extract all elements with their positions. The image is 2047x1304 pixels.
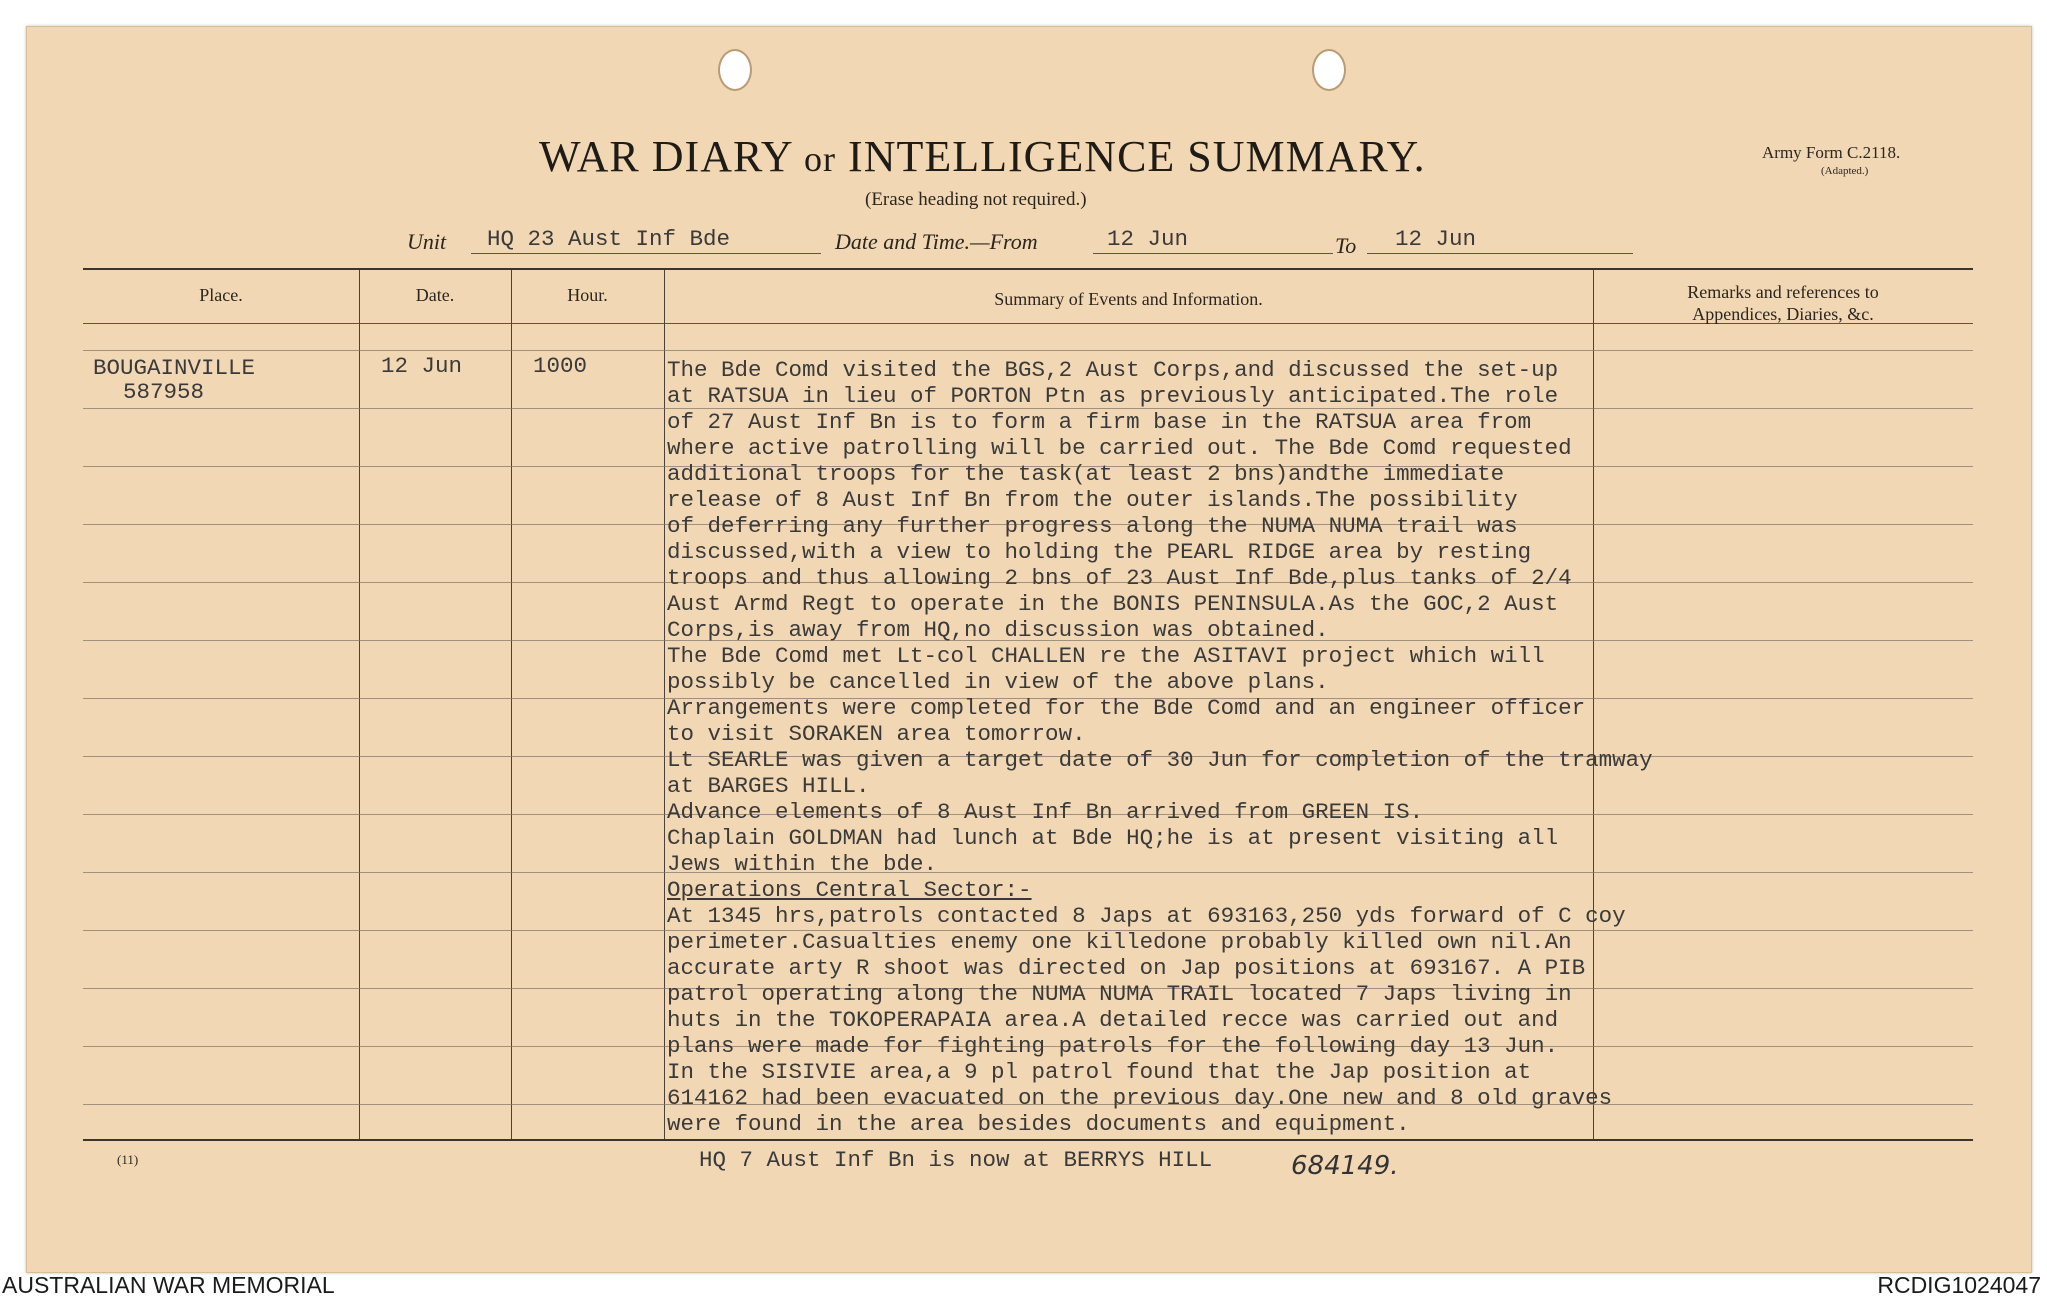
summary-line: where active patrolling will be carried out. The Bde Comd requested <box>667 435 1572 461</box>
summary-line: possibly be cancelled in view of the above plans. <box>667 669 1329 695</box>
summary-line: Aust Armd Regt to operate in the BONIS PENINSULA.As the GOC,2 Aust <box>667 591 1559 617</box>
entry-hour: 1000 <box>533 353 588 379</box>
summary-line: Arrangements were completed for the Bde Comd and an engineer officer <box>667 695 1586 721</box>
form-adapted: (Adapted.) <box>1821 165 1869 177</box>
ruled-line <box>83 350 1973 351</box>
date-to-label: To <box>1335 233 1357 258</box>
summary-line: of deferring any further progress along the NUMA NUMA trail was <box>667 513 1518 539</box>
col-header-date: Date. <box>415 285 455 305</box>
summary-line: The Bde Comd met Lt-col CHALLEN re the ASITAVI project which will <box>667 643 1545 669</box>
summary-line: huts in the TOKOPERAPAIA area.A detailed recce was carried out and <box>667 1007 1559 1033</box>
summary-line: of 27 Aust Inf Bn is to form a firm base in the RATSUA area from <box>667 409 1532 435</box>
col-header-remarks-2: Appendices, Diaries, &c. <box>1692 304 1874 324</box>
summary-line: discussed,with a view to holding the PEARL RIDGE area by resting <box>667 539 1532 565</box>
summary-line: Jews within the bde. <box>667 851 938 877</box>
summary-line: to visit SORAKEN area tomorrow. <box>667 721 1086 747</box>
diary-sheet <box>26 26 2032 1273</box>
summary-line: plans were made for fighting patrols for the following day 13 Jun. <box>667 1033 1559 1059</box>
col-divider-hour <box>664 270 665 1139</box>
table-top-border <box>83 268 1973 270</box>
summary-line: Advance elements of 8 Aust Inf Bn arrived from GREEN IS. <box>667 799 1424 825</box>
summary-section-heading: Operations Central Sector:- <box>667 877 1032 903</box>
summary-line: perimeter.Casualties enemy one killedone probably killed own nil.An <box>667 929 1572 955</box>
summary-line: 614162 had been evacuated on the previous day.One new and 8 old graves <box>667 1085 1613 1111</box>
place-line1: BOUGAINVILLE <box>93 355 256 381</box>
col-divider-date <box>511 270 512 1139</box>
summary-line: In the SISIVIE area,a 9 pl patrol found that the Jap position at <box>667 1059 1532 1085</box>
col-header-place: Place. <box>199 285 243 305</box>
footer-credit: AUSTRALIAN WAR MEMORIAL <box>2 1272 335 1298</box>
after-table-line: HQ 7 Aust Inf Bn is now at BERRYS HILL <box>699 1147 1213 1173</box>
punch-hole-left <box>718 49 752 91</box>
summary-line: Chaplain GOLDMAN had lunch at Bde HQ;he is at present visiting all <box>667 825 1559 851</box>
summary-line: Corps,is away from HQ,no discussion was obtained. <box>667 617 1329 643</box>
form-title <box>539 131 1426 182</box>
unit-underline <box>471 253 821 254</box>
summary-line: release of 8 Aust Inf Bn from the outer islands.The possibility <box>667 487 1518 513</box>
summary-line: accurate arty R shoot was directed on Jap positions at 693167. A PIB <box>667 955 1586 981</box>
handwritten-grid-ref: 684149. <box>1291 1151 1399 1181</box>
date-from-label: Date and Time.—From <box>835 229 1038 254</box>
col-header-hour: Hour. <box>567 285 608 305</box>
page-mark: (11) <box>117 1152 139 1167</box>
summary-line: Lt SEARLE was given a target date of 30 Jun for completion of the tramway <box>667 747 1653 773</box>
summary-line: were found in the area besides documents and equipment. <box>667 1111 1410 1137</box>
summary-line: at RATSUA in lieu of PORTON Ptn as previously anticipated.The role <box>667 383 1559 409</box>
date-from-underline <box>1093 253 1333 254</box>
summary-text-block <box>667 357 2027 1137</box>
title-or: or <box>804 139 837 179</box>
unit-label: Unit <box>407 229 447 254</box>
summary-line: The Bde Comd visited the BGS,2 Aust Corps,and discussed the set-up <box>667 357 1559 383</box>
summary-line: additional troops for the task(at least 2 bns)andthe immediate <box>667 461 1505 487</box>
form-subtitle: (Erase heading not required.) <box>865 189 1087 210</box>
title-part1: WAR DIARY <box>539 132 793 181</box>
date-to-underline <box>1367 253 1633 254</box>
col-divider-place <box>359 270 360 1139</box>
summary-line: patrol operating along the NUMA NUMA TRAIL located 7 Japs living in <box>667 981 1572 1007</box>
summary-line: troops and thus allowing 2 bns of 23 Aust Inf Bde,plus tanks of 2/4 <box>667 565 1572 591</box>
summary-line: at BARGES HILL. <box>667 773 870 799</box>
date-from-value: 12 Jun <box>1107 226 1189 252</box>
summary-line: At 1345 hrs,patrols contacted 8 Japs at 693163,250 yds forward of C coy <box>667 903 1626 929</box>
punch-hole-right <box>1312 49 1346 91</box>
col-header-remarks-1: Remarks and references to <box>1687 282 1879 302</box>
footer-record-id: RCDIG1024047 <box>1877 1272 2041 1298</box>
date-to-value: 12 Jun <box>1395 226 1477 252</box>
place-line2: 587958 <box>123 379 205 405</box>
form-number: Army Form C.2118. <box>1762 143 1901 162</box>
unit-value: HQ 23 Aust Inf Bde <box>487 226 731 252</box>
entry-date: 12 Jun <box>381 353 463 379</box>
table-bottom-border <box>83 1139 1973 1141</box>
col-header-summary: Summary of Events and Information. <box>994 289 1263 309</box>
title-part2: INTELLIGENCE SUMMARY. <box>848 132 1426 181</box>
